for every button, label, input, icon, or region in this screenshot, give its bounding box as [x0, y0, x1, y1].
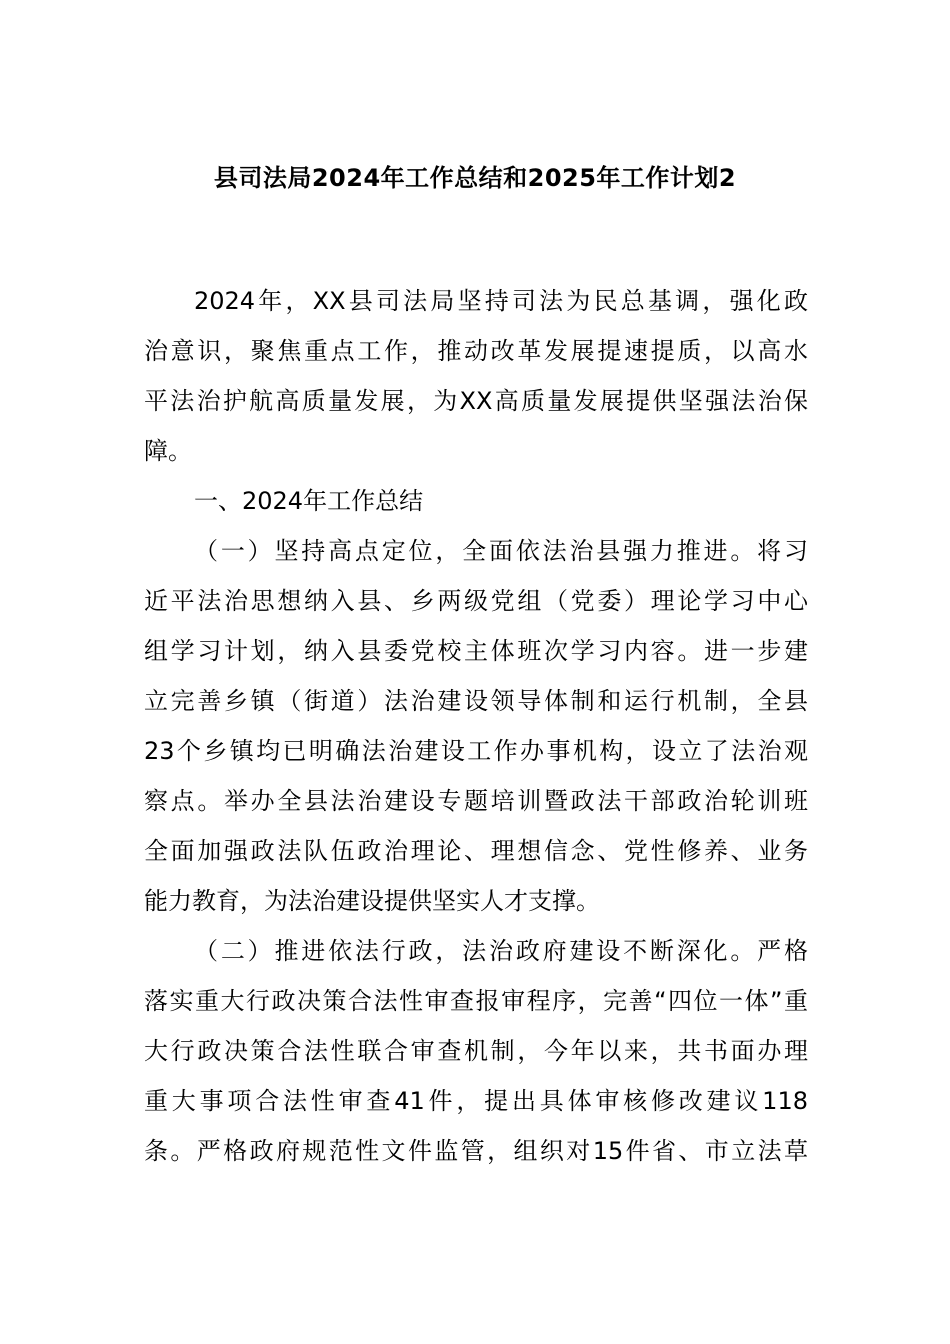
paragraph-2-line-4: 重大事项合法性审查41件，提出具体审核修改建议118 — [144, 1087, 808, 1115]
paragraph-intro-line-1: 2024年，XX县司法局坚持司法为民总基调，强化政 — [194, 287, 808, 315]
paragraph-1-line-1: （一）坚持高点定位，全面依法治县强力推进。将习 — [194, 537, 808, 565]
paragraph-1-line-6: 察点。举办全县法治建设专题培训暨政法干部政治轮训班 — [144, 787, 808, 815]
paragraph-intro-line-4: 障。 — [144, 437, 192, 465]
document-body — [144, 276, 808, 1176]
document-title: 县司法局2024年工作总结和2025年工作计划2 — [213, 164, 737, 192]
paragraph-2-line-2: 落实重大行政决策合法性审查报审程序，完善“四位一体”重 — [144, 987, 808, 1015]
paragraph-1-line-4: 立完善乡镇（街道）法治建设领导体制和运行机制，全县 — [144, 687, 808, 715]
paragraph-1-line-7: 全面加强政法队伍政治理论、理想信念、党性修养、业务 — [144, 837, 808, 865]
paragraph-2-line-3: 大行政决策合法性联合审查机制，今年以来，共书面办理 — [144, 1037, 808, 1065]
section-heading-1: 一、2024年工作总结 — [194, 487, 424, 515]
paragraph-2-line-5: 条。严格政府规范性文件监管，组织对15件省、市立法草 — [144, 1137, 808, 1165]
paragraph-1-line-8: 能力教育，为法治建设提供坚实人才支撑。 — [144, 887, 600, 915]
paragraph-1-line-5: 23个乡镇均已明确法治建设工作办事机构，设立了法治观 — [144, 737, 808, 765]
paragraph-1-line-2: 近平法治思想纳入县、乡两级党组（党委）理论学习中心 — [144, 587, 808, 615]
paragraph-2-line-1: （二）推进依法行政，法治政府建设不断深化。严格 — [194, 937, 808, 965]
paragraph-intro-line-3: 平法治护航高质量发展，为XX高质量发展提供坚强法治保 — [144, 387, 808, 415]
paragraph-intro-line-2: 治意识，聚焦重点工作，推动改革发展提速提质，以高水 — [144, 337, 808, 365]
paragraph-1-line-3: 组学习计划，纳入县委党校主体班次学习内容。进一步建 — [144, 637, 808, 665]
